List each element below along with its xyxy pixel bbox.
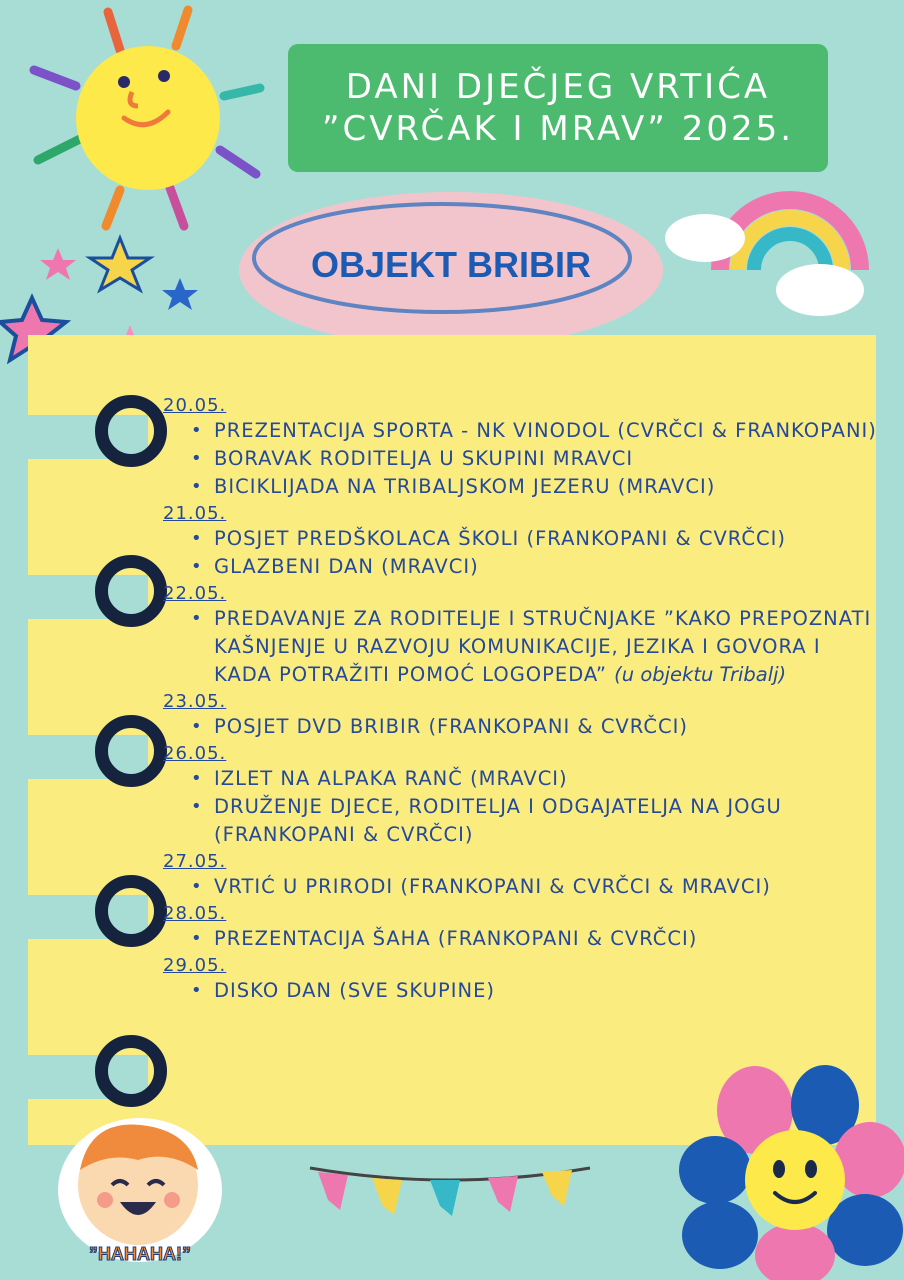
laughing-kid-sticker bbox=[50, 1110, 230, 1275]
rainbow-illustration bbox=[660, 180, 880, 330]
binder-ring bbox=[95, 875, 167, 947]
schedule-item: • PREZENTACIJA ŠAHA (FRANKOPANI & CVRČCI) bbox=[191, 927, 698, 950]
schedule-date: 23.05. bbox=[163, 691, 227, 712]
title-banner bbox=[288, 44, 828, 172]
schedule-item: • IZLET NA ALPAKA RANČ (MRAVCI) bbox=[191, 767, 568, 790]
location-note: (u objektu Tribalj) bbox=[614, 663, 787, 686]
title-line-2: ”CVRČAK I MRAV” 2025. bbox=[321, 109, 795, 149]
schedule-date: 28.05. bbox=[163, 903, 227, 924]
binder-ring bbox=[95, 555, 167, 627]
schedule-item: • VRTIĆ U PRIRODI (FRANKOPANI & CVRČCI & MRAVCI) bbox=[191, 875, 771, 898]
schedule-item: • DRUŽENJE DJECE, RODITELJA I ODGAJATELJA NA JOGU (FRANKOPANI & CVRČCI) bbox=[191, 795, 782, 846]
binder-ring bbox=[95, 395, 167, 467]
binder-ring bbox=[95, 715, 167, 787]
schedule-item: • POSJET DVD BRIBIR (FRANKOPANI & CVRČCI) bbox=[191, 715, 688, 738]
schedule-date: 29.05. bbox=[163, 955, 227, 976]
schedule-date: 26.05. bbox=[163, 743, 227, 764]
title-line-1: DANI DJEČJEG VRTIĆA bbox=[345, 67, 771, 107]
schedule-date: 27.05. bbox=[163, 851, 227, 872]
schedule-item: • DISKO DAN (SVE SKUPINE) bbox=[191, 979, 495, 1002]
location-label: OBJEKT BRIBIR bbox=[310, 244, 592, 285]
schedule-item: • GLAZBENI DAN (MRAVCI) bbox=[191, 555, 479, 578]
schedule-date: 20.05. bbox=[163, 395, 227, 416]
schedule-list bbox=[163, 393, 883, 1005]
schedule-item: • BICIKLIJADA NA TRIBALJSKOM JEZERU (MRAVCI) bbox=[191, 475, 716, 498]
schedule-item: • POSJET PREDŠKOLACA ŠKOLI (FRANKOPANI & CVRČCI) bbox=[191, 527, 786, 550]
smiling-flower bbox=[675, 1065, 904, 1280]
schedule-date: 22.05. bbox=[163, 583, 227, 604]
schedule-item: • PREZENTACIJA SPORTA - NK VINODOL (CVRČCI & FRANKOPANI) bbox=[191, 419, 877, 442]
bunting-decoration bbox=[300, 1160, 600, 1230]
sticker-text: ”HAHAHA!” bbox=[89, 1244, 191, 1264]
binder-ring bbox=[95, 1035, 167, 1107]
schedule-item: • PREDAVANJE ZA RODITELJE I STRUČNJAKE ”KAKO PREPOZNATI KAŠNJENJE U RAZVOJU KOMUNIKACIJE, JEZIKA I GOVORA I KADA POTRAŽITI POMOĆ LOGOPEDA” (u objektu Tribalj) bbox=[191, 607, 872, 686]
schedule-item: • BORAVAK RODITELJA U SKUPINI MRAVCI bbox=[191, 447, 634, 470]
schedule-date: 21.05. bbox=[163, 503, 227, 524]
